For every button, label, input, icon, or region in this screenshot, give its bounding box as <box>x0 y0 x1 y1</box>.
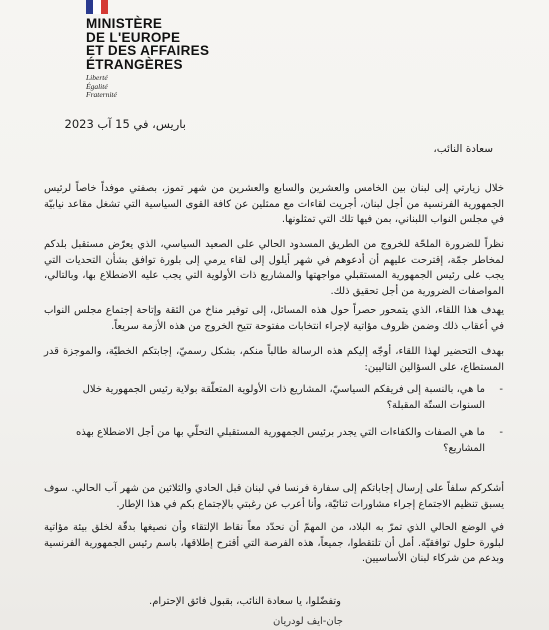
motto-line: Fraternité <box>86 90 117 99</box>
ministry-name <box>86 17 246 71</box>
ministry-line: MINISTÈRE <box>86 16 163 31</box>
question-item <box>60 425 503 456</box>
paragraph: يهدف هذا اللقاء، الذي يتمحور حصراً حول هذه المسائل، إلى توفير مناخ من الثقة وإتاحة إجتماع مجلس النواب في أعقاب ذلك وضمن ظروف مؤاتية لإجراء انتخابات مفتوحة تتيح الخروج من هذه الأزمة سريعاً. <box>44 305 504 332</box>
bullet-marker: - <box>499 427 503 438</box>
paragraph: أشكركم سلفاً على إرسال إجاباتكم إلى سفارة فرنسا في لبنان قبل الحادي والثلاثين من شهر آب الحالي. سوف يسبق تنظيم الاجتماع إجراء مشاورات ثنائيّة، وأنا أعرب عن رغبتي بالإجتماع بكم في هذا الإطار. <box>44 483 504 510</box>
ministry-logo <box>86 0 246 100</box>
republic-motto <box>86 74 246 100</box>
ministry-line: ET DES AFFAIRES <box>86 43 210 58</box>
letter-date: باريس، في 15 آب 2023 <box>64 117 186 131</box>
question-item <box>60 382 503 413</box>
motto-line: Liberté <box>86 73 108 82</box>
marianne-flag-icon <box>86 0 108 14</box>
paragraph: في الوضع الحالي الذي تمرّ به البلاد، من المهمّ أن نحدّد معاً نقاط الإلتقاء وأن نصيغها بدقّة لخلق بيئة مؤاتية لبلورة حلول توافقيّة. أمل أن تلتقطوا، جميعاً، هذه الفرصة التي أقترح إطلاقها، باسم رئيس الجمهورية الفرنسية وبدعم من شركاء لبنان الأساسيين. <box>44 522 504 564</box>
salutation: سعادة النائب، <box>433 143 493 155</box>
motto-line: Égalité <box>86 81 108 91</box>
paragraph: خلال زيارتي إلى لبنان بين الخامس والعشرين والسابع والعشرين من شهر تموز، بصفتي موفداً خاصاً لرئيس الجمهورية الفرنسية من أجل لبنان، أجريت لقاءات مع ممثلين عن كافة القوى السياسية التي تشغل مقاعد نيابيّة في مجلس النواب اللبناني، بمن فيها تلك التي تمثلونها. <box>44 183 504 225</box>
ministry-line: ÉTRANGÈRES <box>86 56 183 72</box>
closing-line: وتفضّلوا، يا سعادة النائب، بقبول فائق الإحترام. <box>149 596 341 607</box>
ministry-line: DE L'EUROPE <box>86 29 181 45</box>
signature-name: جان-ايف لودريان <box>273 616 343 627</box>
bullet-marker: - <box>499 384 503 395</box>
paragraph: نظراً للضرورة الملحّة للخروج من الطريق المسدود الحالي على الصعيد السياسي، الذي يعرّض مستقبل بلدكم لمخاطر جمّة، إقترحت عليهم أن أدعوهم في شهر أيلول إلى لقاء يرمي إلى بلورة توافق بشأن التحديات التي يجب على رئيس الجمهورية المستقبلي مواجهتها والمشاريع ذات الأولوية التي يجب عليه الاضطلاع بها، وبالتالي، المواصفات الضرورية من أجل تحقيق ذلك. <box>44 239 504 297</box>
question-text: ما هي، بالنسبة إلى فريقكم السياسيّ، المشاريع ذات الأولوية المتعلّقة بولاية رئيس الجمهورية خلال السنوات الستّة المقبلة؟ <box>82 384 485 411</box>
question-text: ما هي الصفات والكفاءات التي يجدر برئيس الجمهورية المستقبلي التحلّي بها من أجل الاضطلاع بهذه المشاريع؟ <box>75 427 485 454</box>
paragraph: بهدف التحضير لهذا اللقاء، أوجّه إليكم هذه الرسالة طالباً منكم، بشكل رسميّ، إجابتكم الخطيّة، والموجزة قدر المستطاع، على السؤالين التاليين: <box>44 346 504 373</box>
